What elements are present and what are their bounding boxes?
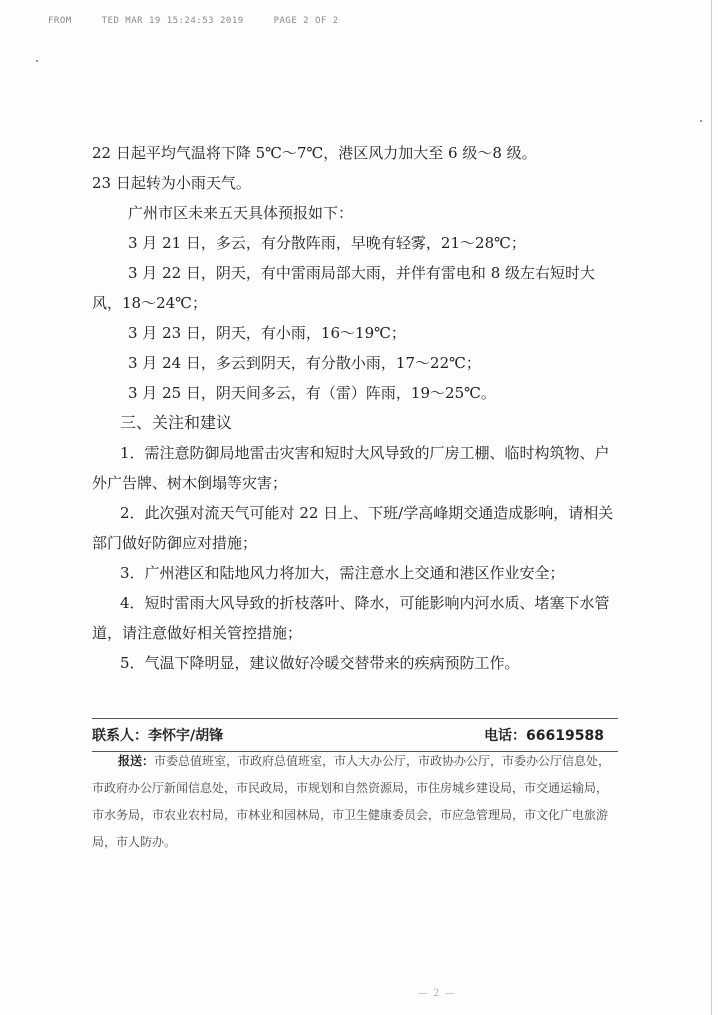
advice-item: 3．广州港区和陆地风力将加大，需注意水上交通和港区作业安全； [120,564,565,582]
forecast-intro: 广州市区未来五天具体预报如下： [128,204,354,222]
section-title: 三、关注和建议 [120,413,233,432]
forecast-day: 3 月 21 日，多云，有分散阵雨，早晚有轻雾，21～28℃； [128,234,526,252]
contact-bar [92,718,618,752]
advice-item: 5．气温下降明显，建议做好冷暖交替带来的疾病预防工作。 [120,654,520,672]
forecast-line: 22 日起平均气温将下降 5℃～7℃，港区风力加大至 6 级～8 级。 [92,144,537,162]
advice-item: 1．需注意防御局地雷击灾害和短时大风导致的厂房工棚、临时构筑物、户外广告牌、树木倒塌等灾害； [92,444,610,492]
advice-item: 4．短时雷雨大风导致的折枝落叶、降水，可能影响内河水质、堵塞下水管道，请注意做好相关管控措施； [92,594,610,642]
contact-phone: 电话：66619588 [484,728,604,744]
fax-header [48,16,363,26]
forecast-day: 3 月 22 日，阴天，有中雷雨局部大雨，并伴有雷电和 8 级左右短时大风，18～24℃； [92,264,596,312]
forecast-day: 3 月 23 日，阴天，有小雨，16～19℃； [128,324,406,342]
distribution-label: 报送： [118,754,155,768]
distribution-recipients: 市委总值班室，市政府总值班室，市人大办公厅，市政协办公厅，市委办公厅信息处，市政府办公厅新闻信息处，市民政局，市规划和自然资源局，市住房城乡建设局，市交通运输局，市水务局，市农业农村局，市林业和园林局，市卫生健康委员会，市应急管理局，市文化广电旅游局，市人防办。 [92,754,611,849]
contact-person: 联系人：李怀宇/胡锋 [92,728,224,744]
forecast-line: 23 日起转为小雨天气。 [92,174,251,192]
page-number: — 2 — [418,988,456,999]
scan-edge [711,0,712,1015]
fax-page: PAGE 2 OF 2 [273,16,339,26]
scan-speck [700,120,702,122]
forecast-day: 3 月 25 日，阴天间多云，有（雷）阵雨，19～25℃。 [128,384,496,402]
forecast-day: 3 月 24 日，多云到阴天，有分散小雨，17～22℃； [128,354,481,372]
fax-datetime: TED MAR 19 15:24:53 2019 [101,16,244,26]
fax-device: FROM [48,16,72,26]
distribution-list [92,748,618,856]
advice-item: 2．此次强对流天气可能对 22 日上、下班/学高峰期交通造成影响，请相关部门做好防御应对措施； [92,504,614,552]
scan-speck [36,60,38,62]
document-body [92,138,618,678]
